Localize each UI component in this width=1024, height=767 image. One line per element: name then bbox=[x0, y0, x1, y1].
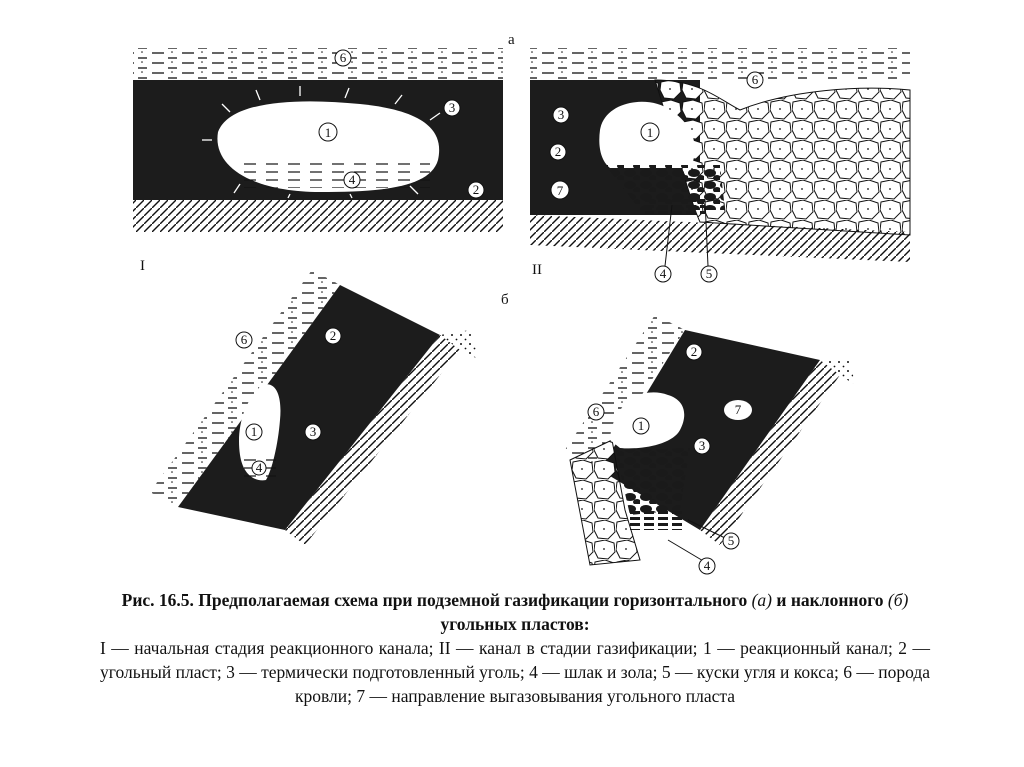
svg-text:1: 1 bbox=[646, 125, 654, 140]
caption-title-prefix: Рис. 16.5. Предполагаемая схема при подземной газификации горизонтального bbox=[121, 590, 752, 610]
svg-text:3: 3 bbox=[698, 438, 706, 453]
marker-2 bbox=[468, 182, 484, 198]
marker-3 bbox=[305, 424, 321, 440]
marker-5 bbox=[701, 266, 717, 282]
caption-body: I — начальная стадия реакционного канала; II — канал в стадии газификации; 1 — реакционный канал; 2 — угольный пласт; 3 — термически подготовленный уголь; 4 — шлак и зола; 5 — куски угля и кокса; 6 — порода кровли; 7 — направление выгазовывания угольного пласта bbox=[100, 638, 930, 706]
svg-text:1: 1 bbox=[637, 418, 645, 433]
marker-7 bbox=[551, 181, 569, 199]
marker-4 bbox=[344, 172, 360, 188]
marker-3 bbox=[694, 438, 710, 454]
caption-title-mid: и наклонного bbox=[772, 590, 888, 610]
marker-1 bbox=[641, 123, 659, 141]
marker-2 bbox=[550, 144, 566, 160]
svg-text:1: 1 bbox=[324, 125, 332, 140]
stage-1-label: I bbox=[140, 258, 145, 274]
panel-a-stage-1 bbox=[133, 48, 503, 274]
svg-text:1: 1 bbox=[250, 424, 258, 439]
caption-title-a: (а) bbox=[751, 590, 772, 610]
svg-text:2: 2 bbox=[554, 144, 562, 159]
svg-text:5: 5 bbox=[705, 266, 713, 281]
marker-6 bbox=[236, 332, 252, 348]
marker-1 bbox=[633, 418, 649, 434]
svg-text:6: 6 bbox=[240, 332, 248, 347]
marker-3 bbox=[553, 107, 569, 123]
slag-layer bbox=[630, 510, 685, 530]
caption-title-b: (б) bbox=[887, 590, 909, 610]
panel-a-stage-2 bbox=[530, 48, 910, 278]
svg-text:7: 7 bbox=[734, 402, 742, 417]
svg-text:4: 4 bbox=[703, 558, 711, 573]
svg-text:6: 6 bbox=[339, 50, 347, 65]
svg-text:2: 2 bbox=[472, 182, 480, 197]
marker-6 bbox=[588, 404, 604, 420]
marker-1 bbox=[319, 123, 337, 141]
marker-1 bbox=[246, 424, 262, 440]
svg-text:2: 2 bbox=[329, 328, 337, 343]
ash-layer bbox=[240, 158, 430, 188]
svg-text:4: 4 bbox=[659, 266, 667, 281]
marker-7 bbox=[735, 402, 742, 417]
stage-2-label: II bbox=[532, 262, 542, 278]
svg-text:2: 2 bbox=[690, 344, 698, 359]
figure-caption bbox=[100, 588, 930, 708]
svg-text:4: 4 bbox=[348, 172, 356, 187]
panel-a-label: а bbox=[508, 32, 515, 48]
marker-4 bbox=[699, 558, 715, 574]
marker-6 bbox=[747, 72, 763, 88]
marker-5 bbox=[723, 533, 739, 549]
svg-text:6: 6 bbox=[592, 404, 600, 419]
marker-3 bbox=[444, 100, 460, 116]
svg-text:3: 3 bbox=[309, 424, 317, 439]
marker-2 bbox=[686, 344, 702, 360]
panel-b-right bbox=[565, 315, 855, 565]
svg-text:7: 7 bbox=[556, 183, 564, 198]
coal-coke-lumps bbox=[615, 448, 690, 515]
svg-text:6: 6 bbox=[751, 72, 759, 87]
svg-text:3: 3 bbox=[448, 100, 456, 115]
caption-title-suffix: угольных пластов: bbox=[440, 614, 590, 634]
marker-4 bbox=[655, 266, 671, 282]
roof-rock-strip bbox=[133, 48, 503, 80]
roof-rock-strip bbox=[530, 48, 910, 80]
marker-6 bbox=[335, 50, 351, 66]
panel-b-label: б bbox=[501, 292, 509, 308]
caption-title bbox=[100, 588, 930, 636]
floor-hatch bbox=[133, 200, 503, 232]
marker-2 bbox=[325, 328, 341, 344]
slag-layer bbox=[645, 198, 705, 214]
leader-4 bbox=[668, 540, 705, 562]
svg-text:4: 4 bbox=[255, 460, 263, 475]
panel-b-left bbox=[150, 270, 480, 545]
svg-text:5: 5 bbox=[727, 533, 735, 548]
svg-text:3: 3 bbox=[557, 107, 565, 122]
